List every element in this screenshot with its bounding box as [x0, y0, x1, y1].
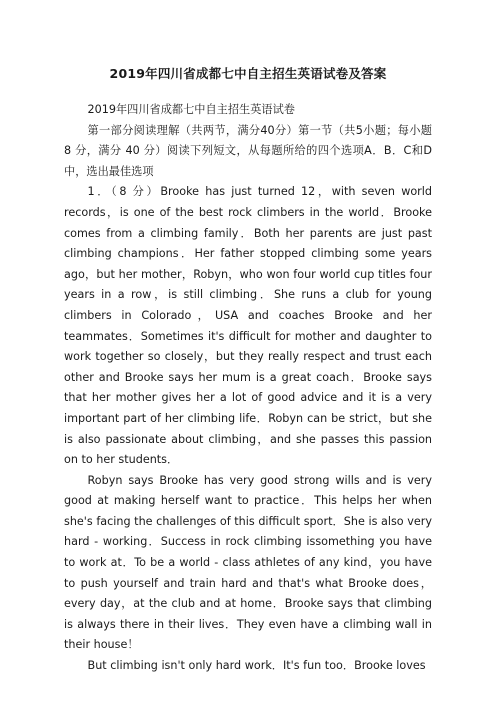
section-instructions: 第一部分阅读理解（共两节，满分40分）第一节（共5小题；每小题 8 分，满分 40 分）阅读下列短文，从每题所给的四个选项A．B．C和D中，选出最佳选项 [64, 123, 432, 178]
question-1-paragraph-1: 1．（8 分）Brooke has just turned 12，with seven world records，is one of the best rock climbers in the world．Brooke comes from a climbing family．Both her parents are just past climbing champions．Her father stopped climbing some years ago，but her mother，Robyn，who won four world cup titles four years in a row，is still climbing．She runs a club for young climbers in Colorado，USA and coaches Brooke and her teammates．Sometimes it's difficult for mother and daughter to work together so closely，but they really respect and trust each other and Brooke says her mum is a great coach．Brooke says that her mother gives her a lot of good advice and it is a very important part of her climbing life．Robyn can be strict，but she is also passionate about climbing，and she passes this passion on to her students． [64, 185, 432, 467]
question-1-paragraph-3: But climbing isn't only hard work．It's fun too．Brooke loves [87, 659, 426, 673]
question-1-paragraph-2: Robyn says Brooke has very good strong wills and is very good at making herself want to practice．This helps her when she's facing the challenges of this difficult sport．She is also very hard - working．Success in rock climbing issomething you have to work at．To be a world - class athletes of any kind，you have to push yourself and train hard and that's what Brooke does，every day，at the club and at home．Brooke says that climbing is always there in their lives．They even have a climbing wall in their house！ [64, 473, 432, 652]
document-title: 2019年四川省成都七中自主招生英语试卷及答案 [109, 66, 387, 81]
exam-subtitle: 2019年四川省成都七中自主招生英语试卷 [87, 103, 295, 116]
